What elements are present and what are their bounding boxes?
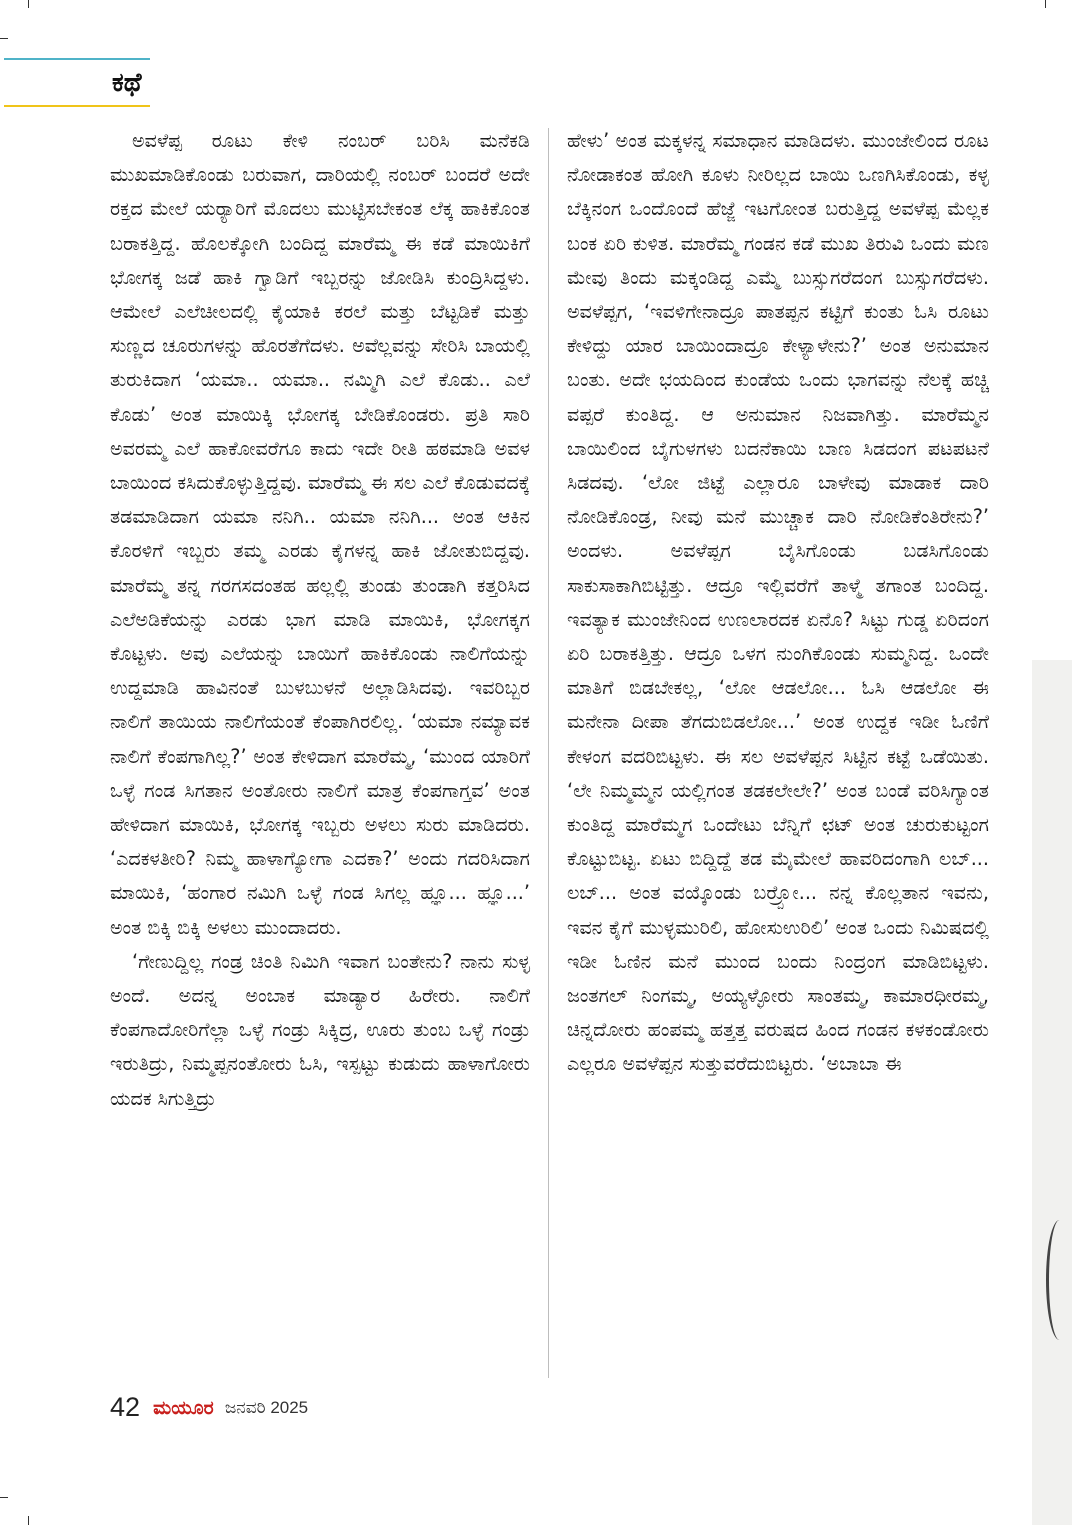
section-rule-bottom bbox=[4, 105, 150, 107]
illustration-edge bbox=[1032, 660, 1072, 1525]
section-rule-top bbox=[4, 58, 150, 60]
story-paragraph: ‘ಗೇಣುದ್ದಿಲ್ಲ ಗಂಡ್ರ ಚಿಂತಿ ನಿಮಿಗಿ ಇವಾಗ ಬಂತೇನು? ನಾನು ಸುಳ್ಳ ಅಂದೆ. ಅದನ್ನ ಅಂಬಾಕ ಮಾಡ್ಯಾರ ಹಿರೇರು. ನಾಲಿಗೆ ಕೆಂಪಗಾದೋರಿಗೆಲ್ಲಾ ಒಳ್ಳೆ ಗಂಡ್ರು ಸಿಕ್ಕಿದ್ರ, ಊರು ತುಂಬ ಒಳ್ಳೆ ಗಂಡ್ರು ಇರುತಿದ್ರು, ನಿಮ್ಮಪ್ಪನಂತೋರು ಓಸಿ, ಇಸ್ಪಟ್ಟು ಕುಡುದು ಹಾಳಾಗೋರು ಯದಕ ಸಿಗುತ್ತಿದ್ರು bbox=[110, 949, 530, 1110]
story-paragraph: ಹೇಳು’ ಅಂತ ಮಕ್ಕಳನ್ನ ಸಮಾಧಾನ ಮಾಡಿದಳು. ಮುಂಜೇಲಿಂದ ರೂಟ ನೋಡಾಕಂತ ಹೋಗಿ ಕೂಳು ನೀರಿಲ್ಲದ ಬಾಯಿ ಒಣಗಿಸಿಕೊಂಡು, ಕಳ್ಳ ಬೆಕ್ಕಿನಂಗ ಒಂದೊಂದೆ ಹೆಜ್ಜೆ ಇಟಗೋಂತ ಬರುತ್ತಿದ್ದ ಅವಳೆಪ್ಪ ಮೆಲ್ಲಕ ಬಂಕ ಏರಿ ಕುಳಿತ. ಮಾರೆಮ್ಮ ಗಂಡನ ಕಡೆ ಮುಖ ತಿರುವಿ ಒಂದು ಮಣ ಮೇವು ತಿಂದು ಮಕ್ಕಂಡಿದ್ದ ಎಮ್ಮೆ ಬುಸ್ಸುಗರೆದಂಗ ಬುಸ್ಸುಗರೆದಳು. ಅವಳೆಪ್ಪಗ, ‘ಇವಳಿಗೇನಾದ್ರೂ ಪಾತಪ್ಪನ ಕಟ್ಟಿಗೆ ಕುಂತು ಓಸಿ ರೂಟು ಕೇಳಿದ್ದು ಯಾರ ಬಾಯಿಂದಾದ್ರೂ ಕೇಳ್ಯಾಳೇನು?’ ಅಂತ ಅನುಮಾನ ಬಂತು. ಅದೇ ಭಯದಿಂದ ಕುಂಡೆಯ ಒಂದು ಭಾಗವನ್ನು ನೆಲಕ್ಕೆ ಹಚ್ಚಿ ವಪ್ಪರೆ ಕುಂತಿದ್ದ. ಆ ಅನುಮಾನ ನಿಜವಾಗಿತ್ತು. ಮಾರೆಮ್ಮನ ಬಾಯಿಲಿಂದ ಬೈಗುಳಗಳು ಬದನೆಕಾಯಿ ಬಾಣ ಸಿಡದಂಗ ಪಟಪಟನೆ ಸಿಡದವು. ‘ಲೋ ಜಿಟ್ಟೆ ಎಲ್ಲಾರೂ ಬಾಳೇವು ಮಾಡಾಕ ದಾರಿ ನೋಡಿಕೊಂಡ್ರ, ನೀವು ಮನೆ ಮುಚ್ಚಾಕ ದಾರಿ ನೋಡಿಕೆಂತಿರೇನು?’ ಅಂದಳು. ಅವಳೆಪ್ಪಗ ಬೈಸಿಗೊಂಡು ಬಡಸಿಗೊಂಡು ಸಾಕುಸಾಕಾಗಿಬಿಟ್ಟಿತ್ತು. ಆದ್ರೂ ಇಲ್ಲಿವರೆಗೆ ತಾಳ್ಮೆ ತಗಾಂತ ಬಂದಿದ್ದ. ಇವತ್ಯಾಕ ಮುಂಜೇನಿಂದ ಉಣಲಾರದಕ ಏನೊ? ಸಿಟ್ಟು ಗುಡ್ಡ ಏರಿದಂಗ ಏರಿ ಬರಾಕತ್ತಿತ್ತು. ಆದ್ರೂ ಒಳಗ ನುಂಗಿಕೊಂಡು ಸುಮ್ಮನಿದ್ದ. ಒಂದೇ ಮಾತಿಗೆ ಬಿಡಬೇಕಲ್ಲ, ‘ಲೋ ಆಡಲೋ... ಓಸಿ ಆಡಲೋ ಈ ಮನೇನಾ ದೀಪಾ ತೆಗದುಬಿಡಲೋ...’ ಅಂತ ಉದ್ದಕ ಇಡೀ ಓಣಿಗೆ ಕೇಳಂಗ ವದರಿಬಿಟ್ಟಳು. ಈ ಸಲ ಅವಳೆಪ್ಪನ ಸಿಟ್ಟಿನ ಕಟ್ಟೆ ಒಡೆಯಿತು. ‘ಲೇ ನಿಮ್ಮಮ್ಮನ ಯಲ್ಲಿಗಂತ ತಡಕಲೇಲೇ?’ ಅಂತ ಬಂಡೆ ವರಿಸಿಗ್ಯಾಂತ ಕುಂತಿದ್ದ ಮಾರೆಮ್ಮಗ ಒಂದೇಟು ಬೆನ್ನಿಗೆ ಛಟ್ ಅಂತ ಚುರುಕುಟ್ಟಂಗ ಕೊಟ್ಟುಬಿಟ್ಟ. ಏಟು ಬಿದ್ದಿದ್ದೆ ತಡ ಮೈಮೇಲೆ ಹಾವರಿದಂಗಾಗಿ ಲಬ್... ಲಬ್... ಅಂತ ವಯ್ಕೊಂಡು ಬರ್‍ರ್ಪೋ... ನನ್ನ ಕೊಲ್ಲತಾನ ಇವನು, ಇವನ ಕೈಗೆ ಮುಳ್ಳಮುರಿಲಿ, ಹೋಸುಉರಿಲಿ’ ಅಂತ ಒಂದು ನಿಮಿಷದಲ್ಲಿ ಇಡೀ ಓಣಿನ ಮನೆ ಮುಂದ ಬಂದು ನಿಂದ್ರಂಗ ಮಾಡಿಬಿಟ್ಟಳು. ಜಂತಗಲ್ ನಿಂಗಮ್ಮ, ಅಯ್ಯಳ್ಳೋರು ಸಾಂತಮ್ಮ, ಕಾಮಾರಧೀರಮ್ಮ, ಚಿನ್ನದೋರು ಹಂಪಮ್ಮ ಹತ್ತತ್ತ ವರುಷದ ಹಿಂದ ಗಂಡನ ಕಳಕಂಡೋರು ಎಲ್ಲರೂ ಅವಳೆಪ್ಪನ ಸುತ್ತುವರೆದುಬಿಟ್ಟರು. ‘ಅಬಾಬಾ ಈ bbox=[567, 129, 989, 1076]
section-header bbox=[4, 58, 150, 108]
crop-mark bbox=[0, 1497, 8, 1498]
section-label: ಕಥೆ bbox=[112, 68, 142, 98]
illustration-stroke bbox=[1046, 1220, 1072, 1340]
magazine-logo: ಮಯೂರ bbox=[153, 1396, 214, 1419]
issue-date: ಜನವರಿ 2025 bbox=[224, 1397, 309, 1417]
crop-mark bbox=[28, 0, 29, 8]
page-number: 42 bbox=[110, 1392, 141, 1422]
story-column-left bbox=[110, 124, 530, 1116]
story-paragraph: ಅವಳೆಪ್ಪ ರೂಟು ಕೇಳಿ ನಂಬರ್ ಬರಿಸಿ ಮನೆಕಡಿ ಮುಖಮಾಡಿಕೊಂಡು ಬರುವಾಗ, ದಾರಿಯಲ್ಲಿ ನಂಬರ್ ಬಂದರೆ ಅದೇ ರಕ್ತದ ಮೇಲೆ ಯರ್‍ಯಾರಿಗೆ ಮೊದಲು ಮುಟ್ಟಿಸಬೇಕಂತ ಲೆಕ್ಕ ಹಾಕಿಕೊಂತ ಬರಾಕತ್ತಿದ್ದ. ಹೊಲಕ್ಕೋಗಿ ಬಂದಿದ್ದ ಮಾರೆಮ್ಮ ಈ ಕಡೆ ಮಾಯಿಕಿಗೆ ಭೋಗಕ್ಕ ಜಡೆ ಹಾಕಿ ಗ್ವಾಡಿಗೆ ಇಬ್ಬರನ್ನು ಜೋಡಿಸಿ ಕುಂದ್ರಿಸಿದ್ದಳು. ಆಮೇಲೆ ಎಲೆಚೀಲದಲ್ಲಿ ಕೈಯಾಕಿ ಕರಲೆ ಮತ್ತು ಬೆಟ್ಟಡಿಕೆ ಮತ್ತು ಸುಣ್ಣದ ಚೂರುಗಳನ್ನು ಹೊರತೆಗೆದಳು. ಅವೆಲ್ಲವನ್ನು ಸೇರಿಸಿ ಬಾಯಲ್ಲಿ ತುರುಕಿದಾಗ ‘ಯಮಾ.. ಯಮಾ.. ನಮ್ಮಿಗಿ ಎಲೆ ಕೊಡು.. ಎಲೆ ಕೊಡು’ ಅಂತ ಮಾಯಿಕ್ಕಿ ಭೋಗಕ್ಕ ಬೇಡಿಕೊಂಡರು. ಪ್ರತಿ ಸಾರಿ ಅವರಮ್ಮ ಎಲೆ ಹಾಕೋವರೆಗೂ ಕಾದು ಇದೇ ರೀತಿ ಹಠಮಾಡಿ ಅವಳ ಬಾಯಿಂದ ಕಸಿದುಕೊಳ್ಳುತ್ತಿದ್ದವು. ಮಾರೆಮ್ಮ ಈ ಸಲ ಎಲೆ ಕೊಡುವದಕ್ಕೆ ತಡಮಾಡಿದಾಗ ಯಮಾ ನನಿಗಿ.. ಯಮಾ ನನಿಗಿ... ಅಂತ ಆಕಿನ ಕೊರಳಿಗೆ ಇಬ್ಬರು ತಮ್ಮ ಎರಡು ಕೈಗಳನ್ನ ಹಾಕಿ ಜೋತುಬಿದ್ದವು. ಮಾರೆಮ್ಮ ತನ್ನ ಗರಗಸದಂತಹ ಹಲ್ಲಲ್ಲಿ ತುಂಡು ತುಂಡಾಗಿ ಕತ್ತರಿಸಿದ ಎಲೆಅಡಿಕೆಯನ್ನು ಎರಡು ಭಾಗ ಮಾಡಿ ಮಾಯಿಕಿ, ಭೋಗಕ್ಕಗ ಕೊಟ್ಟಳು. ಅವು ಎಲೆಯನ್ನು ಬಾಯಿಗೆ ಹಾಕಿಕೊಂಡು ನಾಲಿಗೆಯನ್ನು ಉದ್ದಮಾಡಿ ಹಾವಿನಂತೆ ಬುಳಬುಳನೆ ಅಲ್ಲಾಡಿಸಿದವು. ಇವರಿಬ್ಬರ ನಾಲಿಗೆ ತಾಯಿಯ ನಾಲಿಗೆಯಂತೆ ಕೆಂಪಾಗಿರಲಿಲ್ಲ. ‘ಯಮಾ ನಮ್ಯಾವಕ ನಾಲಿಗೆ ಕೆಂಪಗಾಗಿಲ್ಲ?’ ಅಂತ ಕೇಳಿದಾಗ ಮಾರೆಮ್ಮ, ‘ಮುಂದ ಯಾರಿಗೆ ಒಳ್ಳೆ ಗಂಡ ಸಿಗತಾನ ಅಂತೋರು ನಾಲಿಗೆ ಮಾತ್ರ ಕೆಂಪಗಾಗ್ತವ’ ಅಂತ ಹೇಳಿದಾಗ ಮಾಯಿಕಿ, ಭೋಗಕ್ಕ ಇಬ್ಬರು ಅಳಲು ಸುರು ಮಾಡಿದರು. ‘ಎದಕಳತೀರಿ? ನಿಮ್ಮ ಹಾಳಾಗ್ಯೋಗಾ ಎದಕಾ?’ ಅಂದು ಗದರಿಸಿದಾಗ ಮಾಯಿಕಿ, ‘ಹಂಗಾರ ನಮಿಗಿ ಒಳ್ಳೆ ಗಂಡ ಸಿಗಲ್ಲ ಹ್ಞೂ... ಹ್ಞೂ...’ ಅಂತ ಬಿಕ್ಕಿ ಬಿಕ್ಕಿ ಅಳಲು ಮುಂದಾದರು. bbox=[110, 129, 530, 939]
crop-mark bbox=[0, 38, 8, 39]
story-column-right bbox=[567, 124, 989, 1082]
column-divider bbox=[548, 128, 549, 1378]
page-footer bbox=[110, 1392, 308, 1432]
crop-mark bbox=[28, 1516, 29, 1525]
crop-mark bbox=[1045, 0, 1046, 8]
